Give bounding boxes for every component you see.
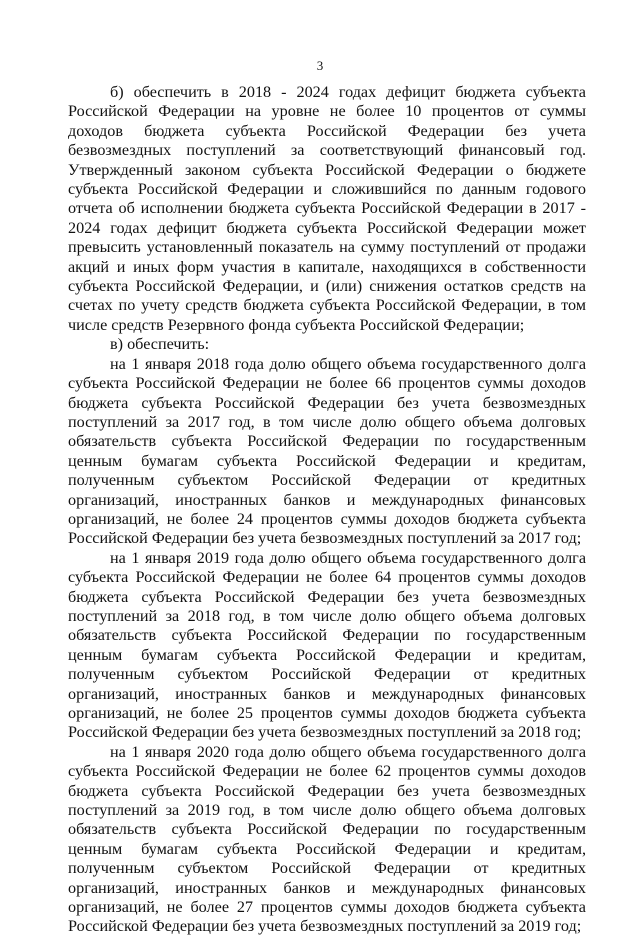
paragraph-debt-2018: на 1 января 2018 года долю общего объема государственного долга субъекта Российской Федерации не более 66 процентов суммы доходов бюджета субъекта Российской Федерации без учета безвозмездных поступлений за 2017 год, в том числе долю общего объема долговых обязательств субъекта Российской Федерации по государственным ценным бумагам субъекта Российской Федерации и кредитам, полученным субъектом Российской Федерации от кредитных организаций, иностранных банков и международных финансовых организаций, не более 24 процентов суммы доходов бюджета субъекта Российской Федерации без учета безвозмездных поступлений за 2017 год;: [68, 354, 586, 548]
document-body: [68, 83, 586, 937]
page-number: 3: [316, 58, 324, 73]
paragraph-debt-2019: на 1 января 2019 года долю общего объема государственного долга субъекта Российской Федерации не более 64 процентов суммы доходов бюджета субъекта Российской Федерации без учета безвозмездных поступлений за 2018 год, в том числе долю общего объема долговых обязательств субъекта Российской Федерации по государственным ценным бумагам субъекта Российской Федерации и кредитам, полученным субъектом Российской Федерации от кредитных организаций, иностранных банков и международных финансовых организаций, не более 25 процентов суммы доходов бюджета субъекта Российской Федерации без учета безвозмездных поступлений за 2018 год;: [68, 548, 586, 742]
paragraph-debt-2020: на 1 января 2020 года долю общего объема государственного долга субъекта Российской Федерации не более 62 процентов суммы доходов бюджета субъекта Российской Федерации без учета безвозмездных поступлений за 2019 год, в том числе долю общего объема долговых обязательств субъекта Российской Федерации по государственным ценным бумагам субъекта Российской Федерации и кредитам, полученным субъектом Российской Федерации от кредитных организаций, иностранных банков и международных финансовых организаций, не более 27 процентов суммы доходов бюджета субъекта Российской Федерации без учета безвозмездных поступлений за 2019 год;: [68, 742, 586, 936]
paragraph-deficit: б) обеспечить в 2018 - 2024 годах дефицит бюджета субъекта Российской Федерации на уровне не более 10 процентов от суммы доходов бюджета субъекта Российской Федерации без учета безвозмездных поступлений за соответствующий финансовый год. Утвержденный законом субъекта Российской Федерации о бюджете субъекта Российской Федерации и сложившийся по данным годового отчета об исполнении бюджета субъекта Российской Федерации в 2017 - 2024 годах дефицит бюджета субъекта Российской Федерации может превысить установленный показатель на сумму поступлений от продажи акций и иных форм участия в капитале, находящихся в собственности субъекта Российской Федерации, и (или) снижения остатков средств на счетах по учету средств бюджета субъекта Российской Федерации, в том числе средств Резервного фонда субъекта Российской Федерации;: [68, 83, 586, 334]
paragraph-ensure-heading: в) обеспечить:: [110, 335, 210, 354]
